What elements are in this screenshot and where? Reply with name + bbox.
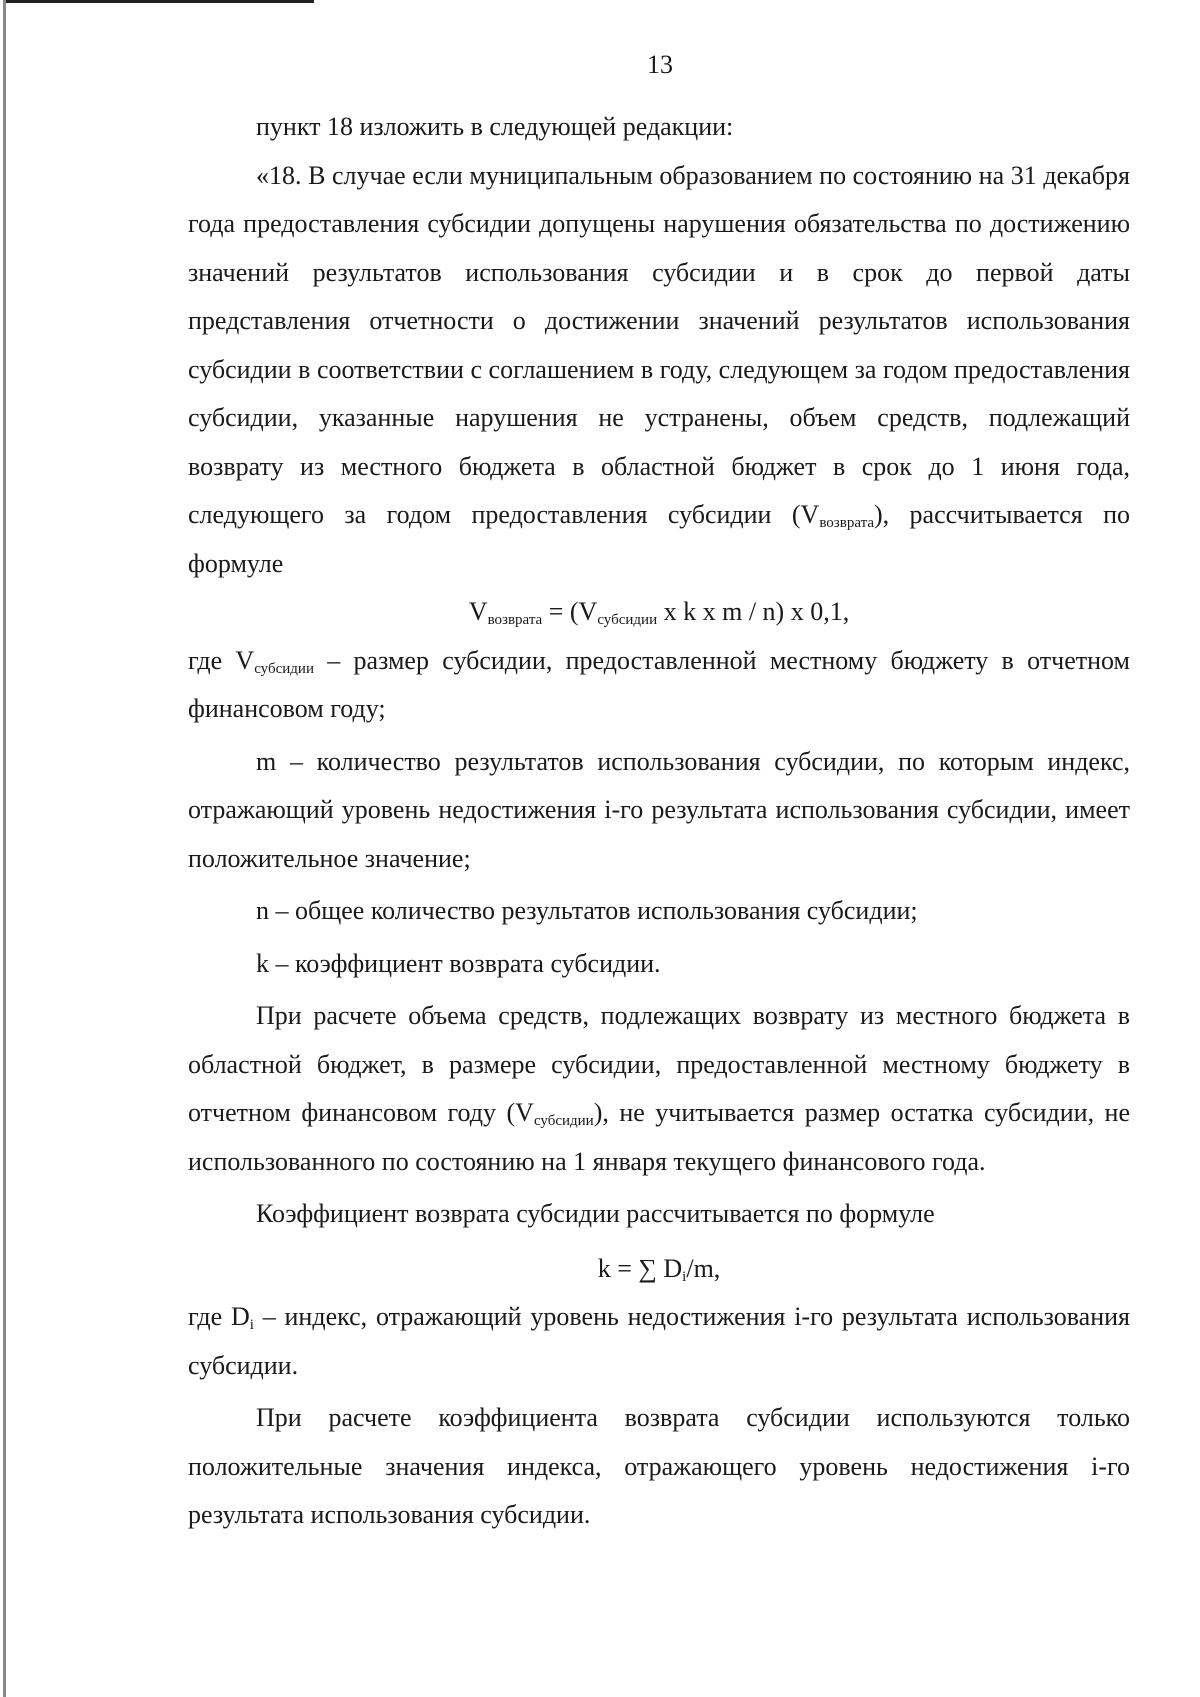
calc-post: ), не учитывается размер остатка субсидии, не использованного по состоянию на 1 января текущего финансового года. [188,1098,1130,1176]
d-def-text: – индекс, отражающий уровень недостижения i-го результата использования субсидии. [188,1302,1130,1380]
formula-end: x k x m / n) x 0,1, [657,597,850,626]
d-def-pre: где D [188,1302,250,1331]
formula-v: V [468,597,488,626]
v-subsidy-definition [188,637,1130,734]
intro-paragraph: пункт 18 изложить в следующей редакции: [256,112,734,141]
point-18-text: «18. В случае если муниципальным образованием по состоянию на 31 декабря года предоставления субсидии допущены нарушения обязательства по достижению значений результатов использования субсидии и в срок до первой даты представления отчетности о достижении значений результатов использования субсидии в соответствии с соглашением в году, следующем за годом предоставления субсидии, указанные нарушения не устранены, объем средств, подлежащий возврату из местного бюджета в областной бюджет в срок до 1 июня года, следующего за годом предоставления субсидии (V [188,160,1130,529]
calculation-paragraph [188,992,1130,1186]
d-def-sub: i [249,1317,254,1333]
d-definition [188,1293,1130,1390]
point-18-text-end: ), рассчитывается по формуле [188,500,1131,578]
k-definition: k – коэффициент возврата субсидии. [256,948,661,978]
formula-k [188,1245,1130,1294]
document-body [188,103,1130,1540]
v-def-text: – размер субсидии, предоставленной местному бюджету в отчетном финансовом году; [188,645,1130,723]
formula-k-sub: i [682,1268,687,1285]
page-number: 13 [647,50,673,79]
v-def-sub: субсидии [254,660,314,677]
scan-edge-top [4,0,314,3]
v-return-subscript: возврата [819,515,874,531]
final-paragraph: При расчете коэффициента возврата субсидии используются только положительные значения индекса, отражающего уровень недостижения i-го результата использования субсидии. [188,1403,1130,1529]
formula-v-sub: возврата [487,612,543,628]
calc-pre: При расчете объема средств, подлежащих возврату из местного бюджета в областной бюджет, в размере субсидии, предоставленной местному бюджету в отчетном финансовом году (V [188,1001,1130,1127]
formula-k-start: k = ∑ D [597,1253,683,1283]
point-18-paragraph [188,152,1130,589]
coefficient-intro: Коэффициент возврата субсидии рассчитывается по формуле [256,1199,935,1228]
formula-k-end: /m, [686,1253,721,1283]
m-definition: m – количество результатов использования субсидии, по которым индекс, отражающий уровень недостижения i-го результата использования субсидии, имеет положительное значение; [188,746,1130,873]
n-definition: n – общее количество результатов использования субсидии; [256,896,918,925]
v-def-pre: где V [188,645,255,675]
scan-edge-left [3,0,6,1697]
formula-v-return [188,588,1130,637]
calc-sub: субсидии [533,1113,594,1129]
formula-mid: = (V [542,597,598,626]
formula-mid-sub: субсидии [597,612,658,628]
